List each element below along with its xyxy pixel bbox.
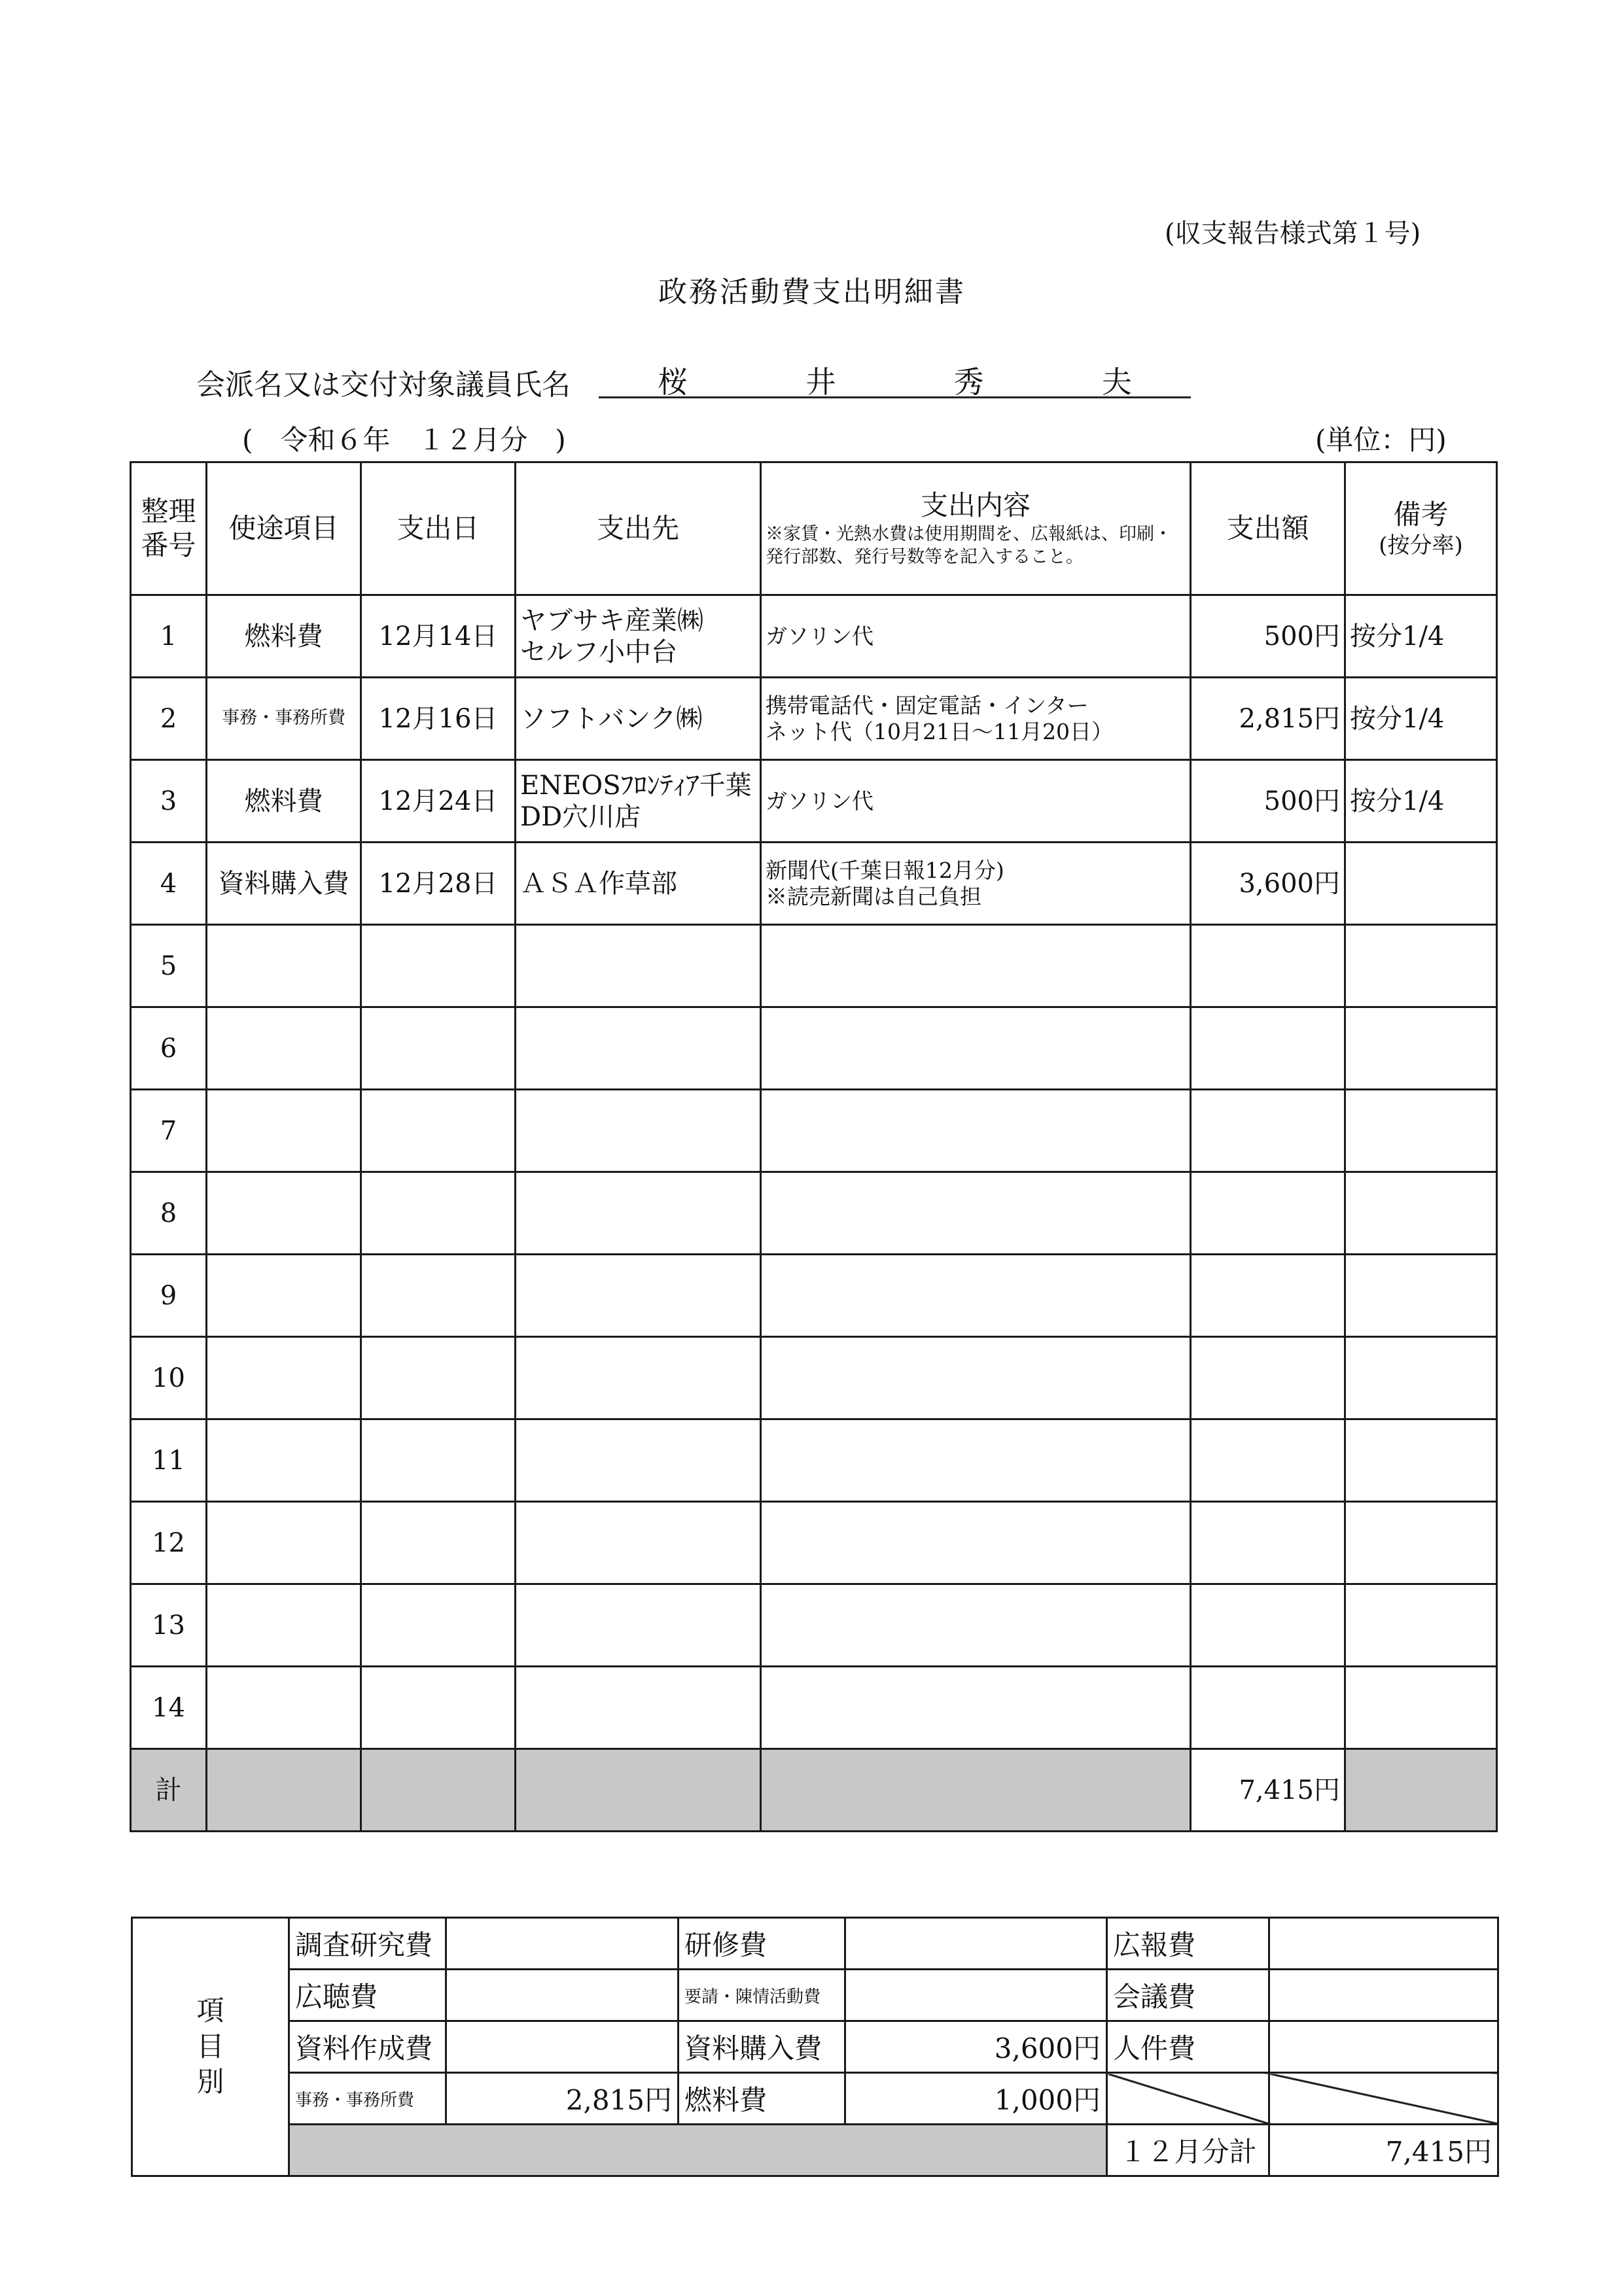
summary-label: 資料購入費 (679, 2021, 845, 2073)
total-empty-cell (761, 1749, 1191, 1832)
row-date: 12月24日 (361, 760, 516, 843)
total-empty-cell (1345, 1749, 1497, 1832)
row-date (361, 1255, 516, 1337)
row-remarks (1345, 1172, 1497, 1255)
summary-side-label (132, 1918, 289, 2176)
row-number: 3 (131, 760, 207, 843)
row-category (207, 925, 361, 1007)
row-remarks (1345, 1667, 1497, 1749)
summary-value (446, 2021, 679, 2073)
row-payee: ヤブサキ産業㈱ セルフ小中台 (516, 595, 761, 678)
row-remarks (1345, 1255, 1497, 1337)
row-content: ガソリン代 (761, 595, 1191, 678)
row-date (361, 1090, 516, 1172)
row-content (761, 1667, 1191, 1749)
summary-value (446, 1918, 679, 1970)
table-header-row (131, 462, 1497, 595)
row-date (361, 925, 516, 1007)
total-label: 計 (131, 1749, 207, 1832)
row-payee (516, 1255, 761, 1337)
summary-row (132, 1970, 1498, 2021)
row-number: 12 (131, 1502, 207, 1584)
row-remarks (1345, 1007, 1497, 1090)
col-content-header (761, 462, 1191, 595)
row-amount (1191, 1172, 1345, 1255)
row-date (361, 1172, 516, 1255)
content-header-label: 支出内容 (920, 489, 1031, 521)
member-name-char: 桜 (658, 364, 688, 400)
remarks-header-label: 備考 (1393, 498, 1449, 531)
document-title: 政務活動費支出明細書 (658, 275, 966, 309)
row-date (361, 1337, 516, 1419)
summary-value: 3,600円 (845, 2021, 1107, 2073)
form-number: (収支報告様式第１号) (1165, 218, 1421, 249)
row-content: 携帯電話代・固定電話・インター ネット代（10月21日～11月20日） (761, 678, 1191, 760)
row-number: 13 (131, 1584, 207, 1667)
member-name-label: 会派名又は交付対象議員氏名 (196, 368, 571, 402)
row-content (761, 1007, 1191, 1090)
row-payee (516, 1007, 761, 1090)
col-number-header: 整理 番号 (131, 462, 207, 595)
row-payee: ENEOSﾌﾛﾝﾃｨｱ千葉 DD穴川店 (516, 760, 761, 843)
row-payee (516, 1090, 761, 1172)
col-payee-header: 支出先 (516, 462, 761, 595)
row-number: 9 (131, 1255, 207, 1337)
remarks-header-sub: (按分率) (1379, 532, 1463, 559)
row-date: 12月14日 (361, 595, 516, 678)
col-amount-header: 支出額 (1191, 462, 1345, 595)
row-amount: 500円 (1191, 760, 1345, 843)
row-category: 資料購入費 (207, 843, 361, 925)
row-number: 2 (131, 678, 207, 760)
row-number: 8 (131, 1172, 207, 1255)
row-number: 6 (131, 1007, 207, 1090)
diagonal-void-cell (1107, 2073, 1269, 2125)
row-number: 7 (131, 1090, 207, 1172)
row-remarks: 按分1/4 (1345, 678, 1497, 760)
table-row (131, 1667, 1497, 1749)
row-remarks (1345, 1502, 1497, 1584)
row-date (361, 1502, 516, 1584)
row-content: 新聞代(千葉日報12月分) ※読売新聞は自己負担 (761, 843, 1191, 925)
row-remarks: 按分1/4 (1345, 760, 1497, 843)
row-amount: 3,600円 (1191, 843, 1345, 925)
row-number: 4 (131, 843, 207, 925)
row-amount (1191, 1419, 1345, 1502)
row-number: 5 (131, 925, 207, 1007)
row-payee (516, 1667, 761, 1749)
row-remarks (1345, 925, 1497, 1007)
table-row (131, 1502, 1497, 1584)
summary-value: 2,815円 (446, 2073, 679, 2125)
summary-label: 資料作成費 (289, 2021, 446, 2073)
row-payee: ソフトバンク㈱ (516, 678, 761, 760)
table-row (131, 1419, 1497, 1502)
table-row (131, 1255, 1497, 1337)
row-content (761, 1502, 1191, 1584)
summary-row (132, 1918, 1498, 1970)
month-total-value: 7,415円 (1269, 2125, 1498, 2176)
row-amount (1191, 1007, 1345, 1090)
row-category: 燃料費 (207, 760, 361, 843)
row-category: 燃料費 (207, 595, 361, 678)
summary-shaded-area (289, 2125, 1107, 2176)
summary-value (1269, 1970, 1498, 2021)
row-number: 11 (131, 1419, 207, 1502)
total-empty-cell (516, 1749, 761, 1832)
row-date (361, 1667, 516, 1749)
table-row (131, 1007, 1497, 1090)
row-category (207, 1007, 361, 1090)
summary-row (132, 2073, 1498, 2125)
table-row (131, 595, 1497, 678)
summary-label: 広聴費 (289, 1970, 446, 2021)
row-number: 10 (131, 1337, 207, 1419)
unit-label: (単位：円) (1315, 424, 1447, 456)
row-category (207, 1502, 361, 1584)
row-payee (516, 1172, 761, 1255)
row-amount (1191, 1667, 1345, 1749)
row-number: 1 (131, 595, 207, 678)
row-amount (1191, 1255, 1345, 1337)
row-category: 事務・事務所費 (207, 678, 361, 760)
month-total-label: １２月分計 (1107, 2125, 1269, 2176)
row-content: ガソリン代 (761, 760, 1191, 843)
summary-label: 調査研究費 (289, 1918, 446, 1970)
row-date (361, 1007, 516, 1090)
row-category (207, 1337, 361, 1419)
row-amount (1191, 925, 1345, 1007)
row-date (361, 1419, 516, 1502)
row-category (207, 1172, 361, 1255)
total-empty-cell (207, 1749, 361, 1832)
summary-value: 1,000円 (845, 2073, 1107, 2125)
summary-side-label-text: 項 目 別 (196, 1994, 224, 2098)
table-row (131, 760, 1497, 843)
row-category (207, 1255, 361, 1337)
summary-value (1269, 1918, 1498, 1970)
row-amount (1191, 1337, 1345, 1419)
row-content (761, 1255, 1191, 1337)
table-row (131, 843, 1497, 925)
row-content (761, 925, 1191, 1007)
summary-label: 事務・事務所費 (289, 2073, 446, 2125)
row-payee (516, 1584, 761, 1667)
total-row (131, 1749, 1497, 1832)
col-date-header: 支出日 (361, 462, 516, 595)
row-date (361, 1584, 516, 1667)
row-category (207, 1667, 361, 1749)
table-row (131, 1090, 1497, 1172)
row-amount (1191, 1090, 1345, 1172)
summary-total-row (132, 2125, 1498, 2176)
table-row (131, 1337, 1497, 1419)
row-remarks (1345, 1584, 1497, 1667)
row-content (761, 1090, 1191, 1172)
row-payee (516, 1419, 761, 1502)
summary-label: 燃料費 (679, 2073, 845, 2125)
total-empty-cell (361, 1749, 516, 1832)
content-header-note: ※家賃・光熱水費は使用期間を、広報紙は、印刷・発行部数、発行号数等を記入すること。 (766, 524, 1172, 568)
row-content (761, 1337, 1191, 1419)
row-date: 12月28日 (361, 843, 516, 925)
summary-label: 研修費 (679, 1918, 845, 1970)
summary-value (845, 1918, 1107, 1970)
row-category (207, 1419, 361, 1502)
row-payee (516, 1502, 761, 1584)
total-amount: 7,415円 (1191, 1749, 1345, 1832)
summary-label: 要請・陳情活動費 (679, 1970, 845, 2021)
row-remarks (1345, 1090, 1497, 1172)
row-payee: ＡＳＡ作草部 (516, 843, 761, 925)
summary-value (1269, 2021, 1498, 2073)
summary-value (845, 1970, 1107, 2021)
row-remarks (1345, 843, 1497, 925)
member-name-char: 秀 (953, 364, 984, 400)
row-number: 14 (131, 1667, 207, 1749)
row-date: 12月16日 (361, 678, 516, 760)
category-summary-table (131, 1917, 1499, 2177)
row-content (761, 1419, 1191, 1502)
report-period: ( 令和６年 １２月分 ) (242, 424, 566, 456)
table-row (131, 1172, 1497, 1255)
row-remarks: 按分1/4 (1345, 595, 1497, 678)
table-row (131, 678, 1497, 760)
row-content (761, 1172, 1191, 1255)
member-name-char: 井 (805, 364, 836, 400)
summary-value (446, 1970, 679, 2021)
row-category (207, 1090, 361, 1172)
row-content (761, 1584, 1191, 1667)
summary-row (132, 2021, 1498, 2073)
summary-label: 広報費 (1107, 1918, 1269, 1970)
summary-label: 会議費 (1107, 1970, 1269, 2021)
member-name (599, 358, 1191, 398)
row-amount (1191, 1502, 1345, 1584)
table-row (131, 1584, 1497, 1667)
col-category-header: 使途項目 (207, 462, 361, 595)
row-category (207, 1584, 361, 1667)
col-remarks-header (1345, 462, 1497, 595)
row-payee (516, 1337, 761, 1419)
summary-label: 人件費 (1107, 2021, 1269, 2073)
row-amount: 500円 (1191, 595, 1345, 678)
diagonal-void-cell (1269, 2073, 1498, 2125)
row-payee (516, 925, 761, 1007)
expense-table (130, 461, 1498, 1832)
row-amount (1191, 1584, 1345, 1667)
member-name-char: 夫 (1101, 364, 1132, 400)
row-amount: 2,815円 (1191, 678, 1345, 760)
row-remarks (1345, 1337, 1497, 1419)
table-row (131, 925, 1497, 1007)
row-remarks (1345, 1419, 1497, 1502)
